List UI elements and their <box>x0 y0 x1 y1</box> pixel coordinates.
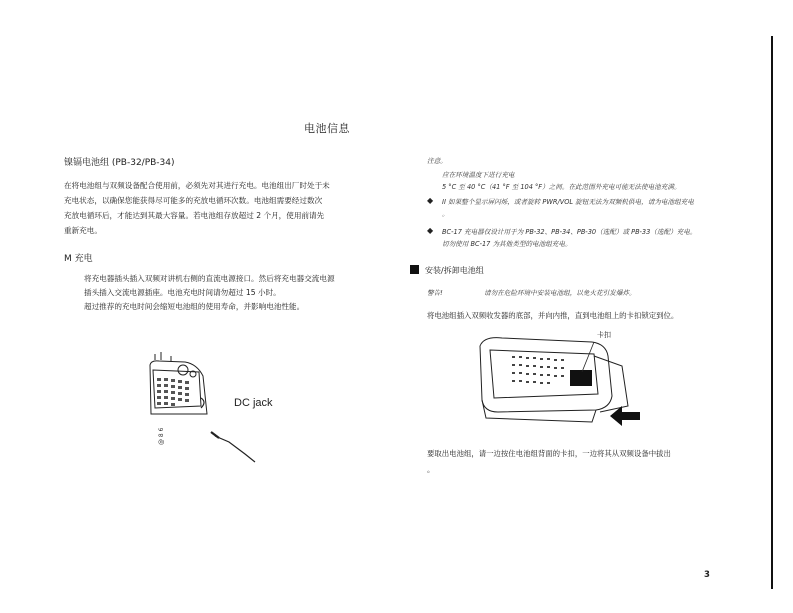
remove-line: 要取出电池组，请一边按住电池组背面的卡扣，一边将其从双频设备中拔出 <box>427 449 671 458</box>
remove-paragraph <box>427 446 767 478</box>
radio-dc-jack-illustration <box>145 350 285 470</box>
intro-line: 充电状态，以确保您能获得尽可能多的充放电循环次数。电池组需要经过数次 <box>64 196 323 205</box>
bullet-line: II 如果整个显示屏闪烁，或者旋转 PWR/VOL 旋钮无法为双频机供电，请为电池组充电 <box>442 198 694 206</box>
page-number: 3 <box>704 570 710 580</box>
section-title-battery-pack: 镍镉电池组 (PB-32/PB-34) <box>64 158 175 168</box>
charging-paragraph <box>84 272 384 314</box>
bullet-line: BC-17 充电器仅设计用于为 PB-32、PB-34、PB-30（选配）或 PB-33（选配）充电。 <box>442 228 697 236</box>
note-title: 注意。 <box>427 157 447 165</box>
charging-line: 插头插入交流电源插座。电池充电时间请勿超过 15 小时。 <box>84 288 281 297</box>
warning-label: 警告! <box>427 289 443 297</box>
bullet-line: 。 <box>442 210 449 218</box>
bullet-line: 切勿使用 BC-17 为其他类型的电池组充电。 <box>442 240 572 248</box>
intro-paragraph <box>64 178 384 238</box>
section-square-icon <box>410 265 419 274</box>
intro-line: 在将电池组与双频设备配合使用前，必须先对其进行充电。电池组出厂时处于未 <box>64 181 330 190</box>
note-body <box>442 169 762 193</box>
page-title: 电池信息 <box>304 122 350 135</box>
catch-label: 卡扣 <box>597 331 611 339</box>
remove-line: 。 <box>427 465 435 474</box>
intro-line: 充放电循环后，才能达到其最大容量。若电池组存放超过 2 个月，使用前请先 <box>64 211 325 220</box>
charging-line: 超过推荐的充电时间会缩短电池组的使用寿命，并影响电池性能。 <box>84 302 305 311</box>
note-line: 5 °C 至 40 °C（41 °F 至 104 °F）之间。在此范围外充电可能无法使电池充满。 <box>442 183 681 191</box>
bullet-diamond-icon: ◆ <box>427 196 434 205</box>
section-title-charging: M 充电 <box>64 254 93 264</box>
bullet-diamond-icon: ◆ <box>427 226 434 235</box>
right-margin-rule <box>771 36 773 589</box>
section-title-install: 安装/拆卸电池组 <box>425 266 484 275</box>
warning-text: 请勿在危险环境中安装电池组，以免火花引发爆炸。 <box>484 289 636 297</box>
intro-line: 重新充电。 <box>64 226 102 235</box>
note-line: 应在环境温度下进行充电 <box>442 171 515 179</box>
battery-install-illustration <box>472 326 642 426</box>
install-text: 将电池组插入双频收发器的底部，并向内推，直到电池组上的卡扣锁定到位。 <box>427 311 679 320</box>
dc-jack-label: DC jack <box>234 397 273 409</box>
side-markings: @ 8 6 <box>158 427 165 445</box>
charging-line: 将充电器插头插入双频对讲机右侧的直流电源接口。然后将充电器交流电源 <box>84 274 335 283</box>
bullet-charger-note <box>442 226 762 250</box>
bullet-recharge-note <box>442 196 762 220</box>
